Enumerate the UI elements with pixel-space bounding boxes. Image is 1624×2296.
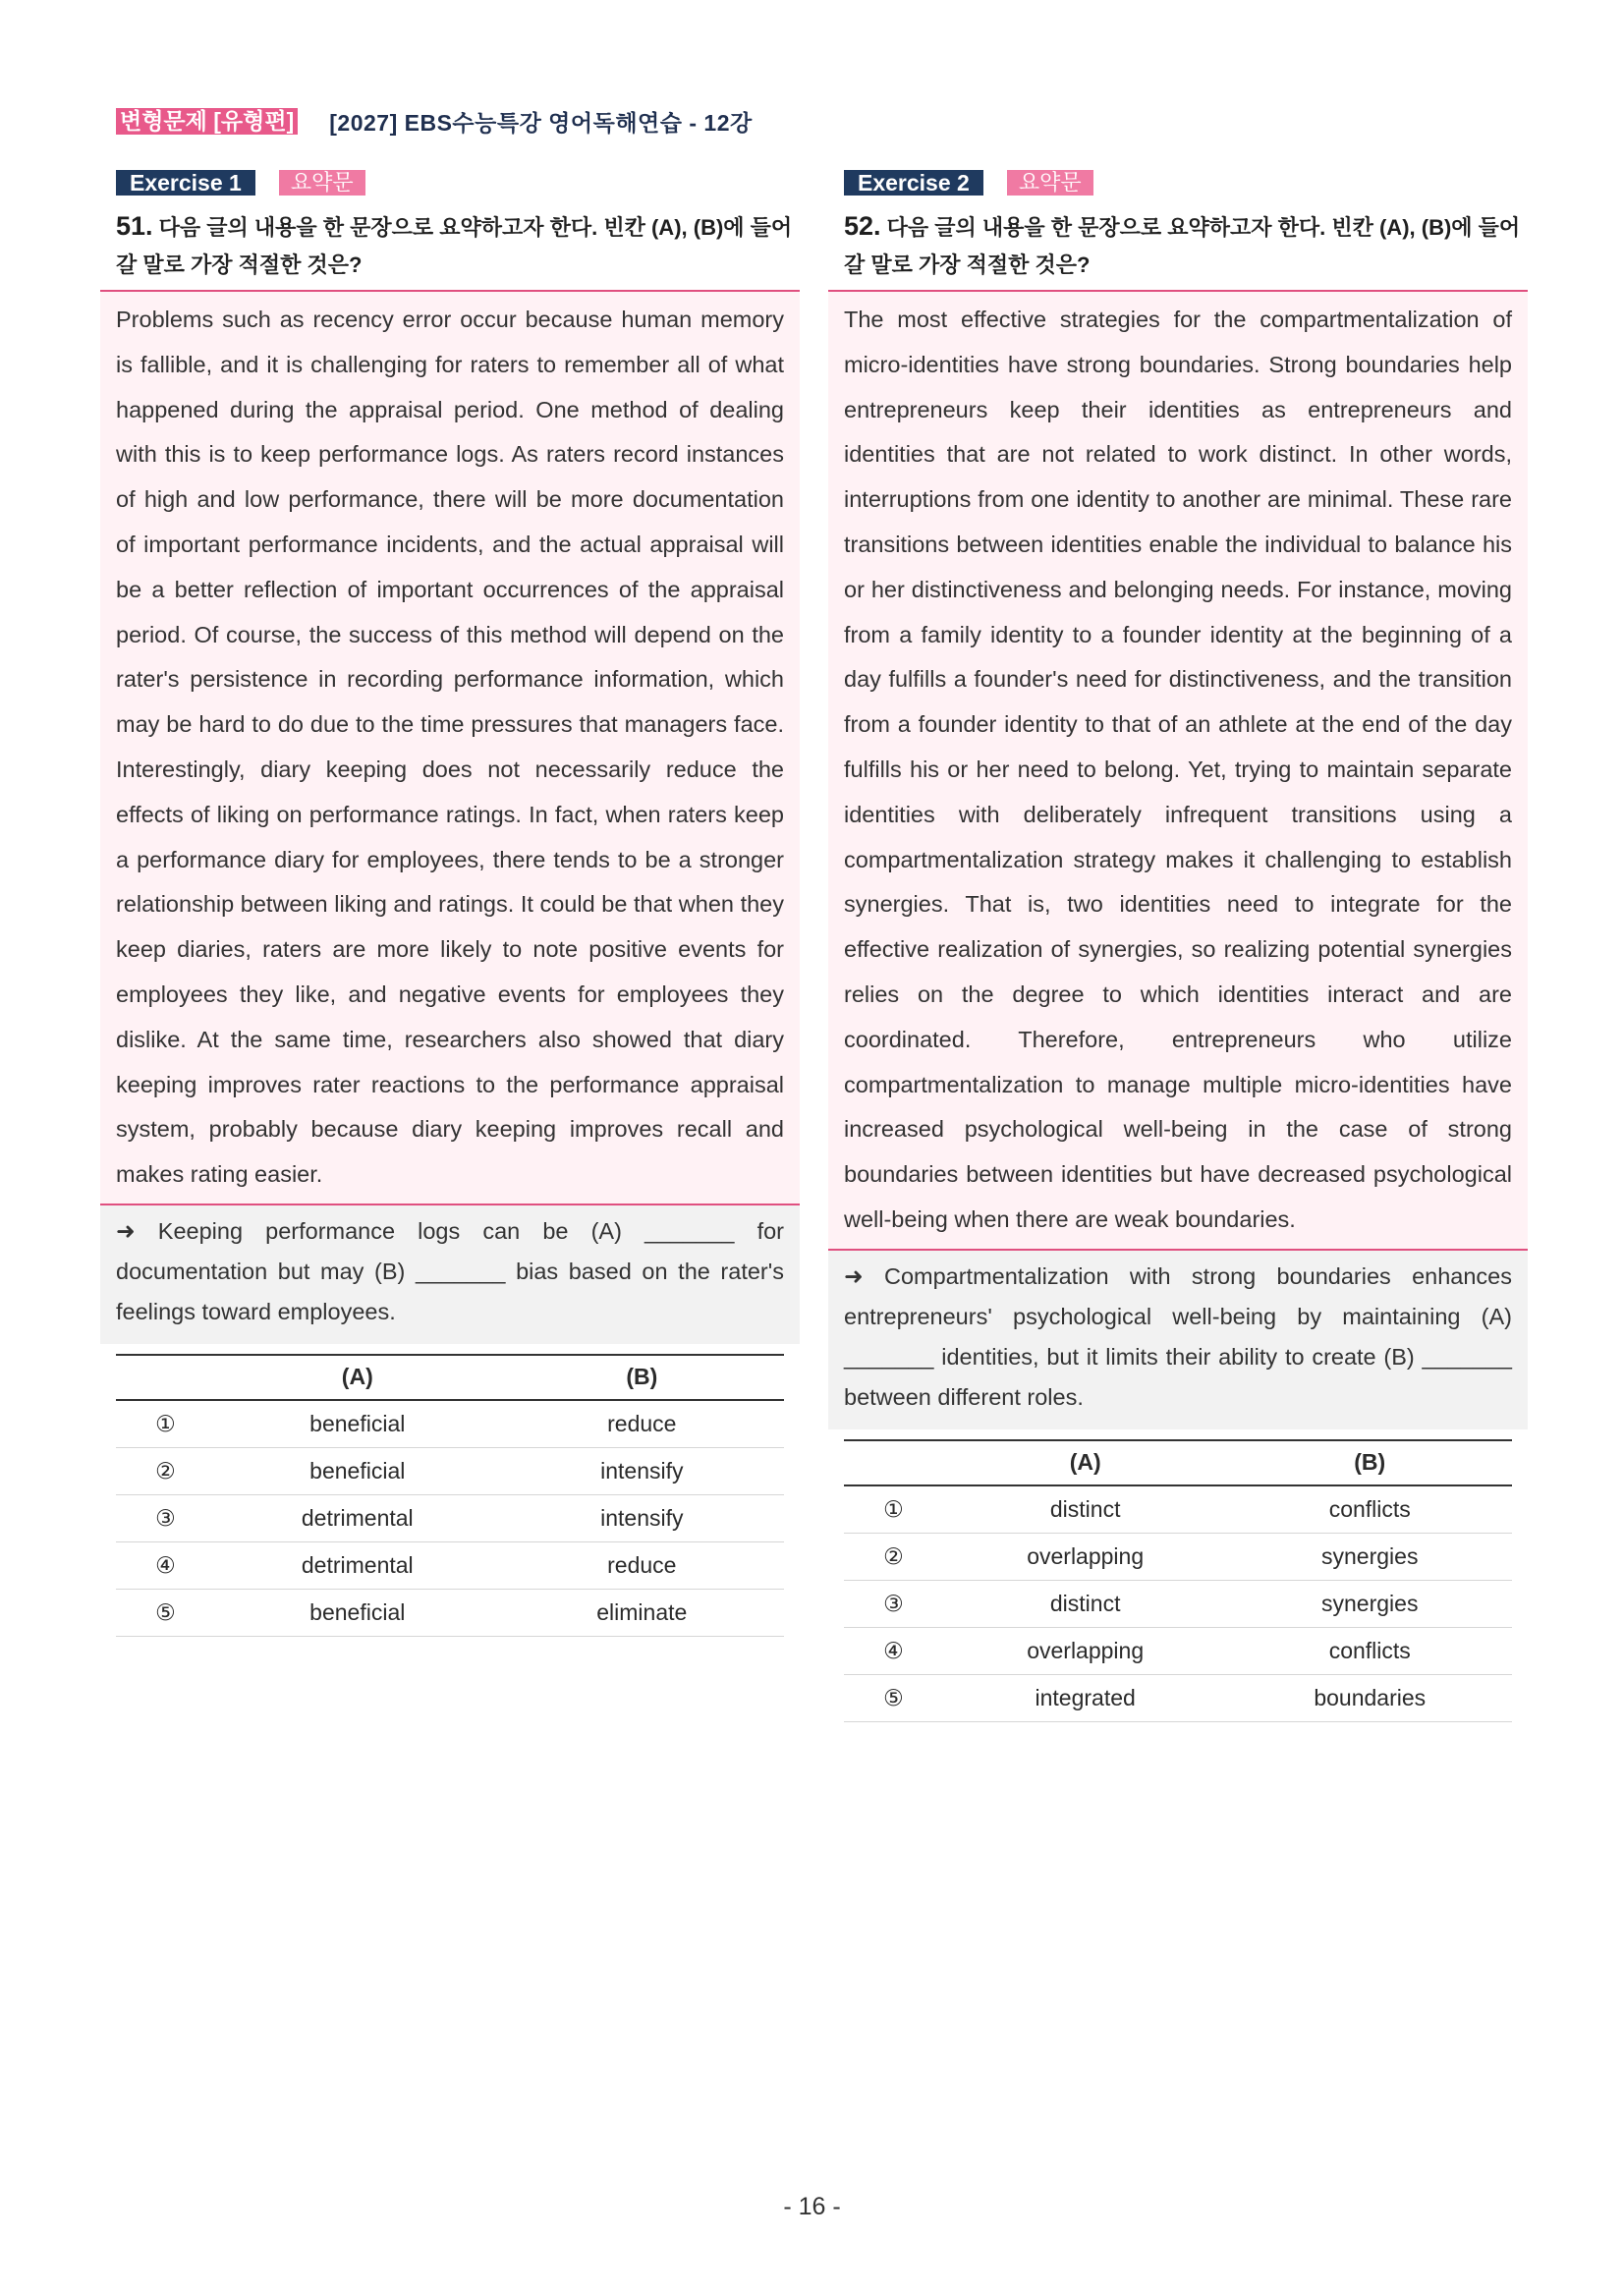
choice-b-value: conflicts <box>1227 1627 1512 1674</box>
choice-row[interactable] <box>116 1494 784 1541</box>
summary-sentence: ➜ Compartmentalization with strong boundaries enhances entrepreneurs' psychological well-being by maintaining (A) _______ identities, but it limits their ability to create (B) _______ between different roles. <box>828 1251 1528 1429</box>
choice-b-value: intensify <box>500 1447 784 1494</box>
page-number: - 16 - <box>783 2193 841 2220</box>
choice-row[interactable] <box>844 1533 1512 1580</box>
exercise-type-tag: 요약문 <box>1007 170 1093 196</box>
choice-a-value: distinct <box>943 1580 1228 1627</box>
choice-a-value: beneficial <box>215 1589 500 1636</box>
choices-header-row <box>116 1355 784 1400</box>
column-a-header: (A) <box>215 1355 500 1400</box>
choice-number: ④ <box>844 1627 943 1674</box>
exercise-label: Exercise 1 <box>116 170 255 196</box>
exercise-label: Exercise 2 <box>844 170 983 196</box>
choice-a-value: detrimental <box>215 1494 500 1541</box>
choice-number: ⑤ <box>116 1589 215 1636</box>
choice-a-value: beneficial <box>215 1447 500 1494</box>
passage-text: The most effective strategies for the compartmentalization of micro-identities have strong boundaries. Strong boundaries help entrepreneurs keep their identities as entrepreneurs and identities that are not related to work distinct. In other words, interruptions from one identity to another are minimal. These rare transitions between identities enable the individual to balance his or her distinctiveness and belonging needs. For instance, moving from a family identity to a founder identity at the beginning of a day fulfills a founder's need for distinctiveness, and the transition from a founder identity to that of an athlete at the end of the day fulfills his or her need to belong. Yet, trying to maintain separate identities with deliberately infrequent transitions using a compartmentalization strategy makes it challenging to establish synergies. That is, two identities need to integrate for the effective realization of synergies, so realizing potential synergies relies on the degree to which identities interact and are coordinated. Therefore, entrepreneurs who utilize compartmentalization to manage multiple micro-identities have increased psychological well-being in the case of strong boundaries between identities but have decreased psychological well-being when there are weak boundaries. <box>828 292 1528 1249</box>
choice-a-value: overlapping <box>943 1627 1228 1674</box>
type-badge: 변형문제 [유형편] <box>116 108 298 135</box>
choice-a-value: beneficial <box>215 1400 500 1448</box>
question-prompt <box>844 207 1522 284</box>
answer-choices-table <box>116 1354 784 1637</box>
choice-number-header <box>844 1440 943 1485</box>
exercise-1-heading <box>116 170 800 196</box>
choice-b-value: reduce <box>500 1541 784 1589</box>
column-b-header: (B) <box>1227 1440 1512 1485</box>
question-prompt <box>116 207 794 284</box>
column-b-header: (B) <box>500 1355 784 1400</box>
choice-number: ① <box>844 1485 943 1534</box>
choices-header-row <box>844 1440 1512 1485</box>
choice-row[interactable] <box>116 1589 784 1636</box>
choice-a-value: detrimental <box>215 1541 500 1589</box>
exercise-2-column <box>828 170 1528 1722</box>
choice-b-value: conflicts <box>1227 1485 1512 1534</box>
choice-row[interactable] <box>844 1627 1512 1674</box>
choice-a-value: integrated <box>943 1674 1228 1721</box>
exercise-type-tag: 요약문 <box>279 170 365 196</box>
choice-row[interactable] <box>844 1485 1512 1534</box>
choice-number-header <box>116 1355 215 1400</box>
choice-b-value: synergies <box>1227 1580 1512 1627</box>
question-number: 51. <box>116 211 153 241</box>
question-number: 52. <box>844 211 881 241</box>
choice-b-value: reduce <box>500 1400 784 1448</box>
choice-a-value: overlapping <box>943 1533 1228 1580</box>
page-header <box>116 106 753 136</box>
choice-b-value: synergies <box>1227 1533 1512 1580</box>
choice-row[interactable] <box>844 1674 1512 1721</box>
choice-number: ④ <box>116 1541 215 1589</box>
question-text: 다음 글의 내용을 한 문장으로 요약하고자 한다. 빈칸 (A), (B)에 들어갈 말로 가장 적절한 것은? <box>844 215 1521 277</box>
choice-b-value: eliminate <box>500 1589 784 1636</box>
choice-b-value: intensify <box>500 1494 784 1541</box>
choice-row[interactable] <box>116 1400 784 1448</box>
choice-number: ③ <box>844 1580 943 1627</box>
passage-text: Problems such as recency error occur because human memory is fallible, and it is challenging for raters to remember all of what happened during the appraisal period. One method of dealing with this is to keep performance logs. As raters record instances of high and low performance, there will be more documentation of important performance incidents, and the actual appraisal will be a better reflection of important occurrences of the appraisal period. Of course, the success of this method will depend on the rater's persistence in recording performance information, which may be hard to do due to the time pressures that managers face. Interestingly, diary keeping does not necessarily reduce the effects of liking on performance ratings. In fact, when raters keep a performance diary for employees, there tends to be a stronger relationship between liking and ratings. It could be that when they keep diaries, raters are more likely to note positive events for employees they like, and negative events for employees they dislike. At the same time, researchers also showed that diary keeping improves rater reactions to the performance appraisal system, probably because diary keeping improves recall and makes rating easier. <box>100 292 800 1204</box>
choice-row[interactable] <box>116 1541 784 1589</box>
choice-number: ② <box>116 1447 215 1494</box>
choice-number: ② <box>844 1533 943 1580</box>
choice-number: ⑤ <box>844 1674 943 1721</box>
choice-b-value: boundaries <box>1227 1674 1512 1721</box>
page-title: [2027] EBS수능특강 영어독해연습 - 12강 <box>329 109 753 136</box>
choice-row[interactable] <box>844 1580 1512 1627</box>
choice-row[interactable] <box>116 1447 784 1494</box>
column-a-header: (A) <box>943 1440 1228 1485</box>
summary-sentence: ➜ Keeping performance logs can be (A) _______ for documentation but may (B) _______ bias based on the rater's feelings toward employees. <box>100 1205 800 1344</box>
exercise-2-heading <box>844 170 1528 196</box>
choice-a-value: distinct <box>943 1485 1228 1534</box>
question-text: 다음 글의 내용을 한 문장으로 요약하고자 한다. 빈칸 (A), (B)에 들어갈 말로 가장 적절한 것은? <box>116 215 793 277</box>
answer-choices-table <box>844 1439 1512 1722</box>
choice-number: ① <box>116 1400 215 1448</box>
exercise-1-column <box>100 170 800 1637</box>
choice-number: ③ <box>116 1494 215 1541</box>
